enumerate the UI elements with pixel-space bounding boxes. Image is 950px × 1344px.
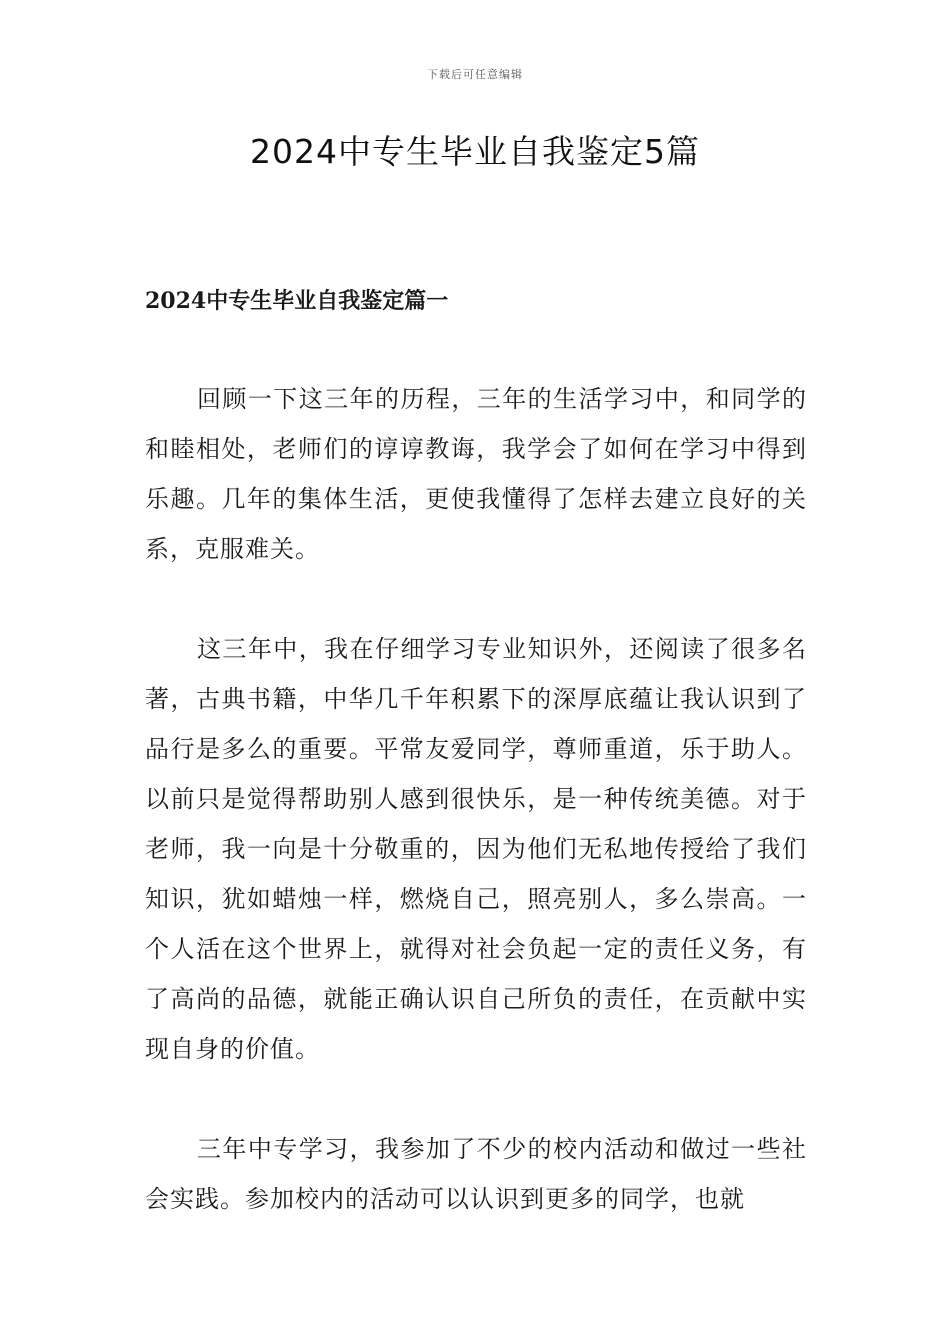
section-heading: 2024中专生毕业自我鉴定篇一 <box>145 288 449 314</box>
paragraph: 回顾一下这三年的历程，三年的生活学习中，和同学的和睦相处，老师们的谆谆教诲，我学会了如何在学习中得到乐趣。几年的集体生活，更使我懂得了怎样去建立良好的关系，克服难关。 <box>145 385 807 563</box>
paragraph: 三年中专学习，我参加了不少的校内活动和做过一些社会实践。参加校内的活动可以认识到更多的同学，也就 <box>145 1135 807 1213</box>
document-title: 2024中专生毕业自我鉴定5篇 <box>250 132 700 171</box>
header-note: 下载后可任意编辑 <box>427 68 523 81</box>
paragraph: 这三年中，我在仔细学习专业知识外，还阅读了很多名著，古典书籍，中华几千年积累下的深厚底蕴让我认识到了品行是多么的重要。平常友爱同学，尊师重道，乐于助人。以前只是觉得帮助别人感到很快乐，是一种传统美德。对于老师，我一向是十分敬重的，因为他们无私地传授给了我们知识，犹如蜡烛一样，燃烧自己，照亮别人，多么崇高。一个人活在这个世界上，就得对社会负起一定的责任义务，有了高尚的品德，就能正确认识自己所负的责任，在贡献中实现自身的价值。 <box>145 635 807 1063</box>
body-text <box>145 374 807 1274</box>
